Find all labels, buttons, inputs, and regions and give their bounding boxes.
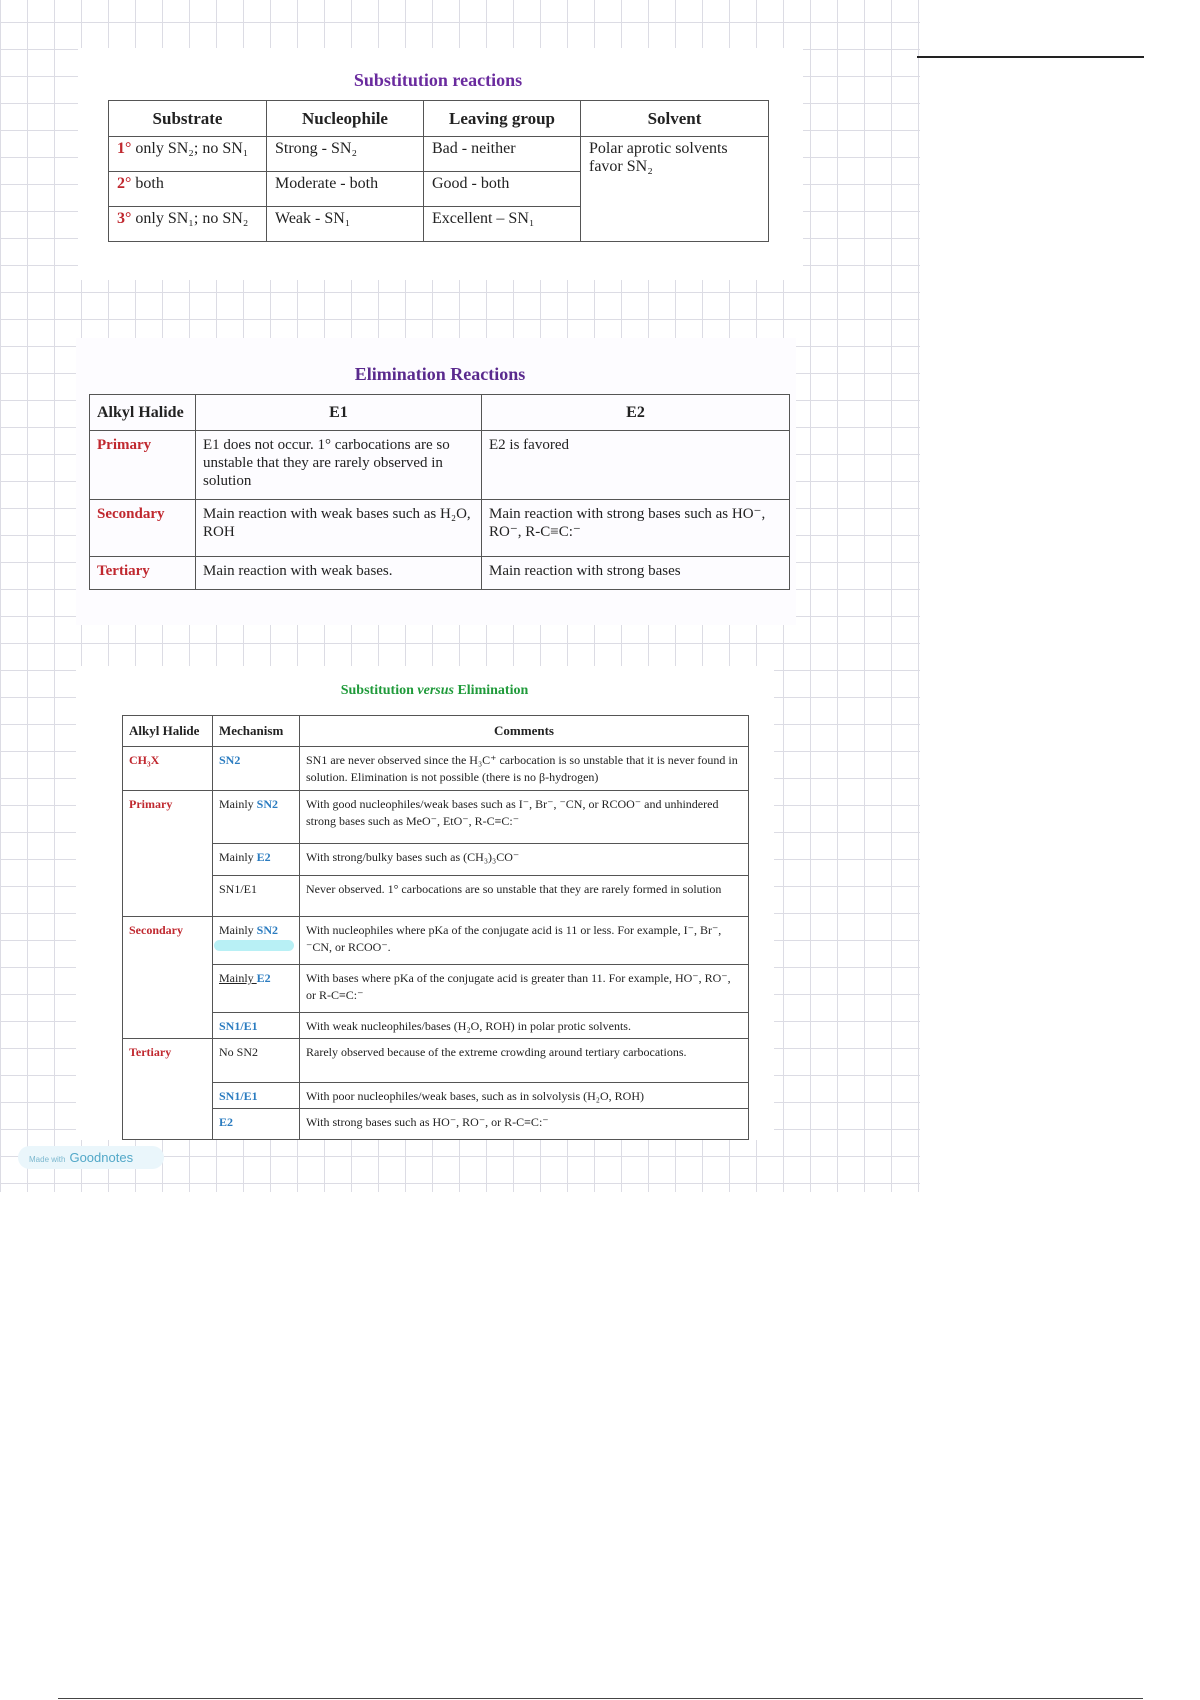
header-nucleophile: Nucleophile	[267, 101, 424, 137]
mechanism-prefix: Mainly	[219, 923, 257, 937]
substitution-table	[108, 100, 769, 242]
table-row	[123, 1109, 749, 1140]
substrate-cell	[109, 207, 267, 242]
badge-brand: Goodnotes	[69, 1150, 134, 1165]
header-comments: Comments	[300, 716, 749, 747]
table-row	[90, 557, 790, 590]
e2-cell: Main reaction with strong bases such as HO⁻, RO⁻, R-C≡C:⁻	[482, 500, 790, 557]
nucleophile-cell: Moderate - both	[267, 172, 424, 207]
header-e2: E2	[482, 395, 790, 431]
table-row	[90, 500, 790, 557]
e2-cell: Main reaction with strong bases	[482, 557, 790, 590]
mechanism-cell	[213, 1039, 300, 1083]
comment-cell: With poor nucleophiles/weak bases, such as in solvolysis (H₂O, ROH)	[300, 1083, 749, 1109]
mechanism-cell	[213, 965, 300, 1013]
halide-cell: Secondary	[123, 917, 213, 1039]
halide-cell: CH₃X	[123, 747, 213, 791]
table-row	[123, 876, 749, 917]
e1-cell: E1 does not occur. 1° carbocations are so unstable that they are rarely observed in solution	[196, 431, 482, 500]
header-mechanism: Mechanism	[213, 716, 300, 747]
substrate-degree: 1°	[117, 140, 132, 157]
table-row	[123, 1039, 749, 1083]
solvent-cell: Polar aprotic solvents favor SN₂	[581, 137, 769, 242]
header-e1: E1	[196, 395, 482, 431]
mechanism-colored: E2	[256, 971, 271, 985]
comment-cell: With weak nucleophiles/bases (H₂O, ROH) in polar protic solvents.	[300, 1013, 749, 1039]
table-row	[123, 844, 749, 876]
substrate-text: both	[131, 175, 164, 192]
bottom-rule	[58, 1698, 1143, 1699]
comparison-title-part1: Substitution	[340, 683, 418, 698]
table-row	[123, 791, 749, 844]
header-alkyl-halide: Alkyl Halide	[123, 716, 213, 747]
mechanism-cell	[213, 876, 300, 917]
header-substrate: Substrate	[109, 101, 267, 137]
substrate-text: only SN₁; no SN₂	[131, 210, 249, 227]
table-row	[109, 137, 769, 172]
goodnotes-badge[interactable]	[18, 1146, 164, 1169]
header-alkyl-halide: Alkyl Halide	[90, 395, 196, 431]
comparison-title-versus: versus	[417, 683, 454, 698]
mechanism-cell	[213, 917, 300, 965]
mechanism-colored: E2	[219, 1115, 234, 1129]
substrate-degree: 3°	[117, 210, 132, 227]
mechanism-cell	[213, 1109, 300, 1140]
substrate-cell	[109, 172, 267, 207]
halide-cell: Tertiary	[123, 1039, 213, 1140]
table-header-row	[90, 395, 790, 431]
table-row	[123, 1013, 749, 1039]
nucleophile-cell: Weak - SN₁	[267, 207, 424, 242]
mechanism-colored: SN2	[256, 797, 279, 811]
elimination-title: Elimination Reactions	[354, 364, 526, 384]
table-row	[123, 747, 749, 791]
e1-cell: Main reaction with weak bases such as H₂O, ROH	[196, 500, 482, 557]
substrate-text: only SN₂; no SN₁	[131, 140, 249, 157]
mechanism-prefix: No SN2	[219, 1045, 259, 1059]
substitution-title: Substitution reactions	[353, 70, 523, 90]
e2-cell: E2 is favored	[482, 431, 790, 500]
table-header-row	[123, 716, 749, 747]
header-solvent: Solvent	[581, 101, 769, 137]
table-row	[123, 1083, 749, 1109]
header-leaving-group: Leaving group	[424, 101, 581, 137]
halide-cell: Primary	[90, 431, 196, 500]
mechanism-colored: SN2	[256, 923, 279, 937]
mechanism-prefix: Mainly	[219, 850, 257, 864]
table-row	[123, 965, 749, 1013]
elimination-table	[89, 394, 790, 590]
e1-cell: Main reaction with weak bases.	[196, 557, 482, 590]
mechanism-colored: SN1/E1	[219, 1089, 258, 1103]
table-row	[123, 917, 749, 965]
leaving-group-cell: Good - both	[424, 172, 581, 207]
table-header-row	[109, 101, 769, 137]
comment-cell: With nucleophiles where pKa of the conjugate acid is 11 or less. For example, I⁻, Br⁻, ⁻CN, or RCOO⁻.	[300, 917, 749, 965]
substrate-degree: 2°	[117, 175, 132, 192]
corner-rule	[917, 56, 1144, 58]
halide-cell: Secondary	[90, 500, 196, 557]
mechanism-prefix: Mainly	[219, 797, 257, 811]
comment-cell: With good nucleophiles/weak bases such as I⁻, Br⁻, ⁻CN, or RCOO⁻ and unhindered strong bases such as MeO⁻, EtO⁻, R-C≡C:⁻	[300, 791, 749, 844]
comment-cell: With strong/bulky bases such as (CH₃)₃CO⁻	[300, 844, 749, 876]
comment-cell: With bases where pKa of the conjugate acid is greater than 11. For example, HO⁻, RO⁻, or R-C≡C:⁻	[300, 965, 749, 1013]
comment-cell: Rarely observed because of the extreme crowding around tertiary carbocations.	[300, 1039, 749, 1083]
halide-cell: Primary	[123, 791, 213, 917]
mechanism-prefix: Mainly	[219, 971, 257, 985]
table-row	[90, 431, 790, 500]
mechanism-cell	[213, 791, 300, 844]
mechanism-cell	[213, 844, 300, 876]
badge-made-with: Made with	[29, 1155, 66, 1164]
comparison-title-part3: Elimination	[453, 683, 529, 698]
mechanism-cell	[213, 1013, 300, 1039]
mechanism-cell	[213, 747, 300, 791]
mechanism-cell	[213, 1083, 300, 1109]
mechanism-colored: E2	[256, 850, 271, 864]
comparison-title	[122, 683, 747, 699]
comment-cell: Never observed. 1° carbocations are so unstable that they are rarely formed in solution	[300, 876, 749, 917]
comment-cell: SN1 are never observed since the H₃C⁺ carbocation is so unstable that it is never found in solution. Elimination is not possible (there is no β-hydrogen)	[300, 747, 749, 791]
mechanism-prefix: SN1/E1	[219, 882, 258, 896]
leaving-group-cell: Bad - neither	[424, 137, 581, 172]
mechanism-colored: SN1/E1	[219, 1019, 258, 1033]
leaving-group-cell: Excellent – SN₁	[424, 207, 581, 242]
comment-cell: With strong bases such as HO⁻, RO⁻, or R-C≡C:⁻	[300, 1109, 749, 1140]
nucleophile-cell: Strong - SN₂	[267, 137, 424, 172]
comparison-table	[122, 715, 749, 1140]
mechanism-colored: SN2	[219, 753, 241, 767]
halide-cell: Tertiary	[90, 557, 196, 590]
substrate-cell	[109, 137, 267, 172]
